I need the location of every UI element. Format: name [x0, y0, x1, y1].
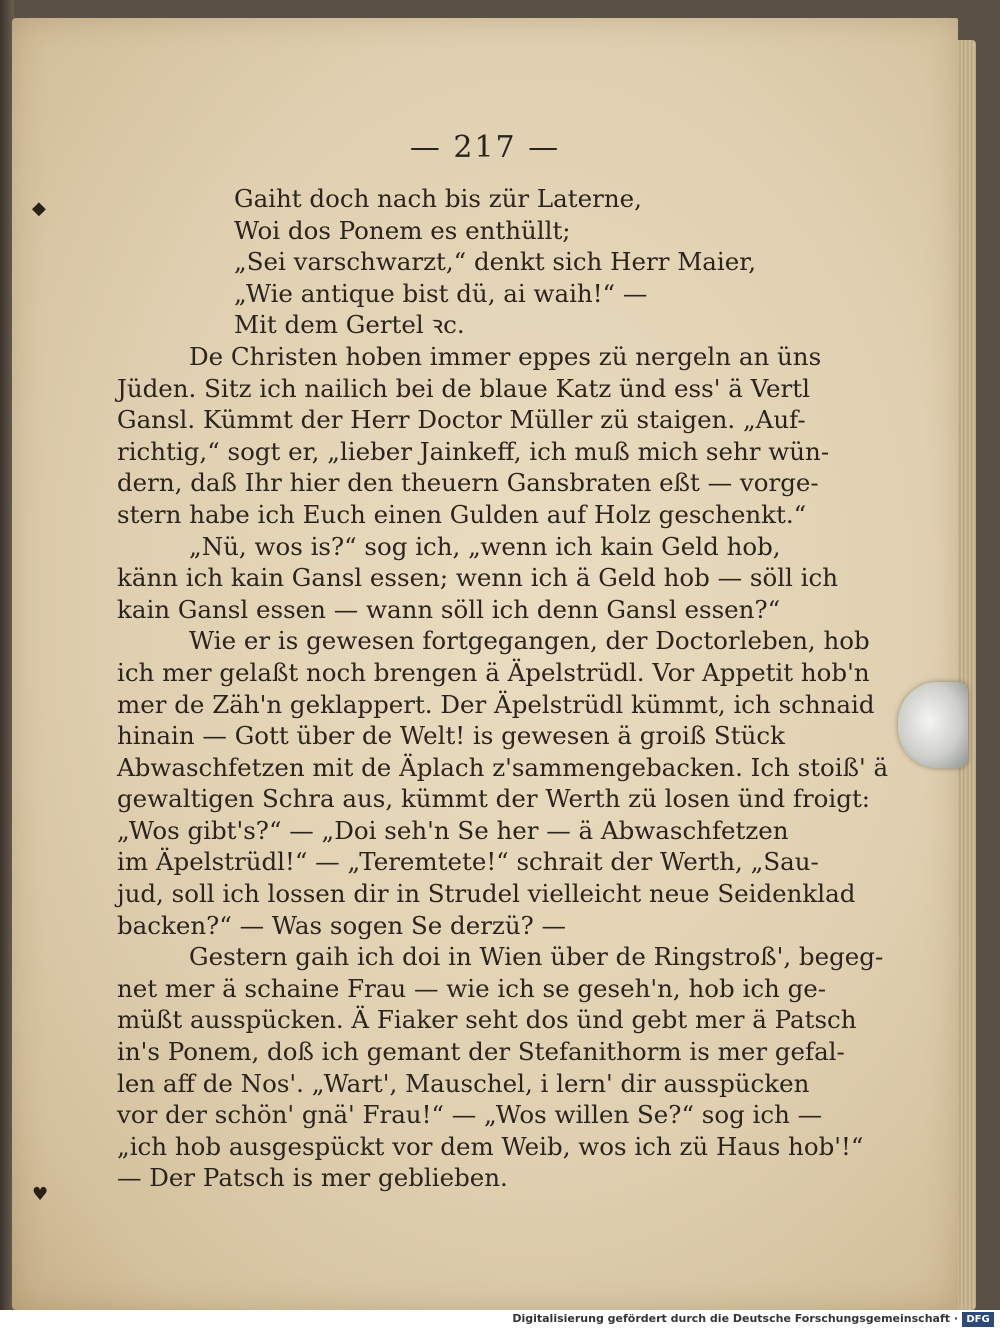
- text-line: ich mer gelaßt noch brengen ä Äpelstrüdl. Vor Appetit hob'n: [117, 657, 870, 687]
- text-line: Jüden. Sitz ich nailich bei de blaue Katz ünd ess' ä Vertl: [117, 373, 810, 403]
- text-line: dern, daß Ihr hier den theuern Gansbraten eßt — vorge-: [117, 468, 819, 498]
- book-page: [12, 18, 958, 1310]
- binding-hole-mark-icon: ◆: [32, 198, 46, 219]
- text-line: mer de Zäh'n geklappert. Der Äpelstrüdl kümmt, ich schnaid: [117, 689, 875, 719]
- page-text: [117, 183, 887, 1194]
- text-line: müßt ausspücken. Ä Fiaker seht dos ünd gebt mer ä Patsch: [117, 1005, 857, 1035]
- verse-line: Woi dos Ponem es enthüllt;: [234, 215, 571, 245]
- verse-line: „Sei varschwarzt,“ denkt sich Herr Maier,: [234, 247, 757, 277]
- text-line: De Christen hoben immer eppes zü nergeln an üns: [189, 341, 822, 371]
- text-line: gewaltigen Schra aus, kümmt der Werth zü losen ünd froigt:: [117, 784, 871, 814]
- text-line: len aff de Nos'. „Wart', Mauschel, i lern' dir ausspücken: [117, 1068, 810, 1098]
- text-line: Abwaschfetzen mit de Äplach z'sammengebacken. Ich stoiß' ä: [117, 752, 889, 782]
- paragraph: [117, 941, 887, 1194]
- text-line: hinain — Gott über de Welt! is gewesen ä groiß Stück: [117, 721, 785, 751]
- text-line: — Der Patsch is mer geblieben.: [117, 1163, 508, 1193]
- funding-notice: Digitalisierung gefördert durch die Deutsche Forschungsgemeinschaft ·: [512, 1312, 958, 1325]
- paragraph: [117, 531, 887, 626]
- text-line: richtig,“ sogt er, „lieber Jainkeff, ich muß mich sehr wün-: [117, 436, 830, 466]
- page-number: — 217 —: [409, 130, 561, 165]
- text-line: Gestern gaih ich doi in Wien über de Ringstroß', begeg-: [189, 942, 884, 972]
- text-line: stern habe ich Euch einen Gulden auf Holz geschenkt.“: [117, 499, 807, 529]
- verse-block: [234, 183, 887, 341]
- text-line: Wie er is gewesen fortgegangen, der Doctorleben, hob: [189, 626, 870, 656]
- paragraph: [117, 341, 887, 531]
- paragraph: [117, 625, 887, 941]
- dfg-logo-icon: DFG: [962, 1312, 994, 1327]
- text-line: net mer ä schaine Frau — wie ich se geseh'n, hob ich ge-: [117, 973, 827, 1003]
- verse-line: „Wie antique bist dü, ai waih!“ —: [234, 278, 648, 308]
- binding-hole-mark-icon: ♥: [32, 1184, 49, 1205]
- text-line: kain Gansl essen — wann söll ich denn Gansl essen?“: [117, 594, 781, 624]
- text-line: „Nü, wos is?“ sog ich, „wenn ich kain Geld hob,: [189, 531, 781, 561]
- text-line: känn ich kain Gansl essen; wenn ich ä Geld hob — söll ich: [117, 563, 839, 593]
- text-line: „Wos gibt's?“ — „Doi seh'n Se her — ä Abwaschfetzen: [117, 815, 789, 845]
- text-line: backen?“ — Was sogen Se derzü? —: [117, 910, 567, 940]
- text-line: Gansl. Kümmt der Herr Doctor Müller zü staigen. „Auf-: [117, 405, 806, 435]
- verse-line: Mit dem Gertel ꝛc.: [234, 310, 465, 340]
- text-line: jud, soll ich lossen dir in Strudel vielleicht neue Seidenklad: [117, 879, 856, 909]
- text-line: in's Ponem, doß ich gemant der Stefanithorm is mer gefal-: [117, 1037, 845, 1067]
- text-line: im Äpelstrüdl!“ — „Teremtete!“ schrait der Werth, „Sau-: [117, 847, 819, 877]
- verse-line: Gaiht doch nach bis zür Laterne,: [234, 184, 642, 213]
- text-line: vor der schön' gnä' Frau!“ — „Wos willen Se?“ sog ich —: [117, 1100, 823, 1130]
- text-line: „ich hob ausgespückt vor dem Weib, wos ich zü Haus hob'!“: [117, 1131, 864, 1161]
- page-clip-icon: [898, 682, 968, 768]
